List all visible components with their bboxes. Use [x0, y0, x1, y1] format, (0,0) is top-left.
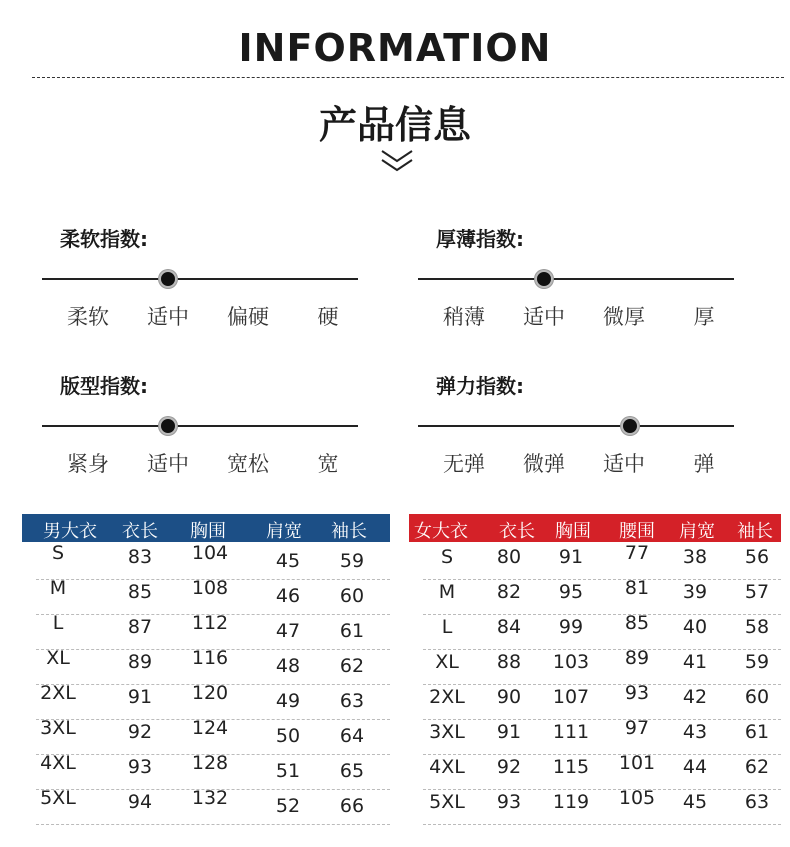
table-cell: 124 [191, 717, 229, 739]
table-cell: 89 [624, 647, 650, 669]
elasticity-gauge [418, 370, 738, 490]
table-row [36, 649, 390, 685]
gauge-option: 紧身 [67, 452, 109, 476]
table-cell: 5XL [429, 791, 465, 813]
gauge-option: 厚 [693, 305, 715, 329]
table-row [423, 789, 781, 825]
table-cell: 91 [496, 721, 522, 743]
table-header [22, 514, 390, 542]
table-cell: 66 [339, 795, 365, 817]
table-row [423, 719, 781, 755]
gauge-option: 柔软 [67, 305, 109, 329]
table-cell: 116 [191, 647, 229, 669]
table-row [36, 789, 390, 825]
gauge-marker [535, 270, 553, 288]
softness-gauge [42, 223, 362, 343]
table-cell: 60 [339, 585, 365, 607]
gauge-label: 弹力指数: [436, 374, 524, 398]
table-cell: 87 [127, 616, 153, 638]
table-cell: L [441, 616, 453, 638]
table-row [423, 684, 781, 720]
table-cell: 91 [558, 546, 584, 568]
table-cell: 90 [496, 686, 522, 708]
table-row [423, 649, 781, 685]
table-cell: 112 [191, 612, 229, 634]
title-product-info: 产品信息 [318, 103, 471, 147]
table-cell: 82 [496, 581, 522, 603]
gauge-option: 适中 [523, 305, 565, 329]
table-cell: 51 [275, 760, 301, 782]
table-cell: 105 [618, 787, 656, 809]
column-header: 袖长 [331, 521, 367, 542]
table-cell: 2XL [40, 682, 76, 704]
double-chevron-down-icon [380, 148, 414, 174]
table-cell: 62 [744, 756, 770, 778]
column-header: 腰围 [619, 521, 655, 542]
table-cell: 101 [618, 752, 656, 774]
table-cell: 84 [496, 616, 522, 638]
men-size-table [22, 514, 390, 824]
gauge-marker [159, 417, 177, 435]
table-cell: 42 [682, 686, 708, 708]
table-row [36, 684, 390, 720]
gauge-track [418, 425, 734, 427]
table-cell: 81 [624, 577, 650, 599]
table-cell: 58 [744, 616, 770, 638]
gauge-label: 柔软指数: [60, 227, 148, 251]
gauge-option: 微弹 [523, 452, 565, 476]
table-cell: 41 [682, 651, 708, 673]
table-cell: 40 [682, 616, 708, 638]
table-cell: 97 [624, 717, 650, 739]
table-cell: 43 [682, 721, 708, 743]
table-cell: M [438, 581, 456, 603]
table-cell: 63 [339, 690, 365, 712]
table-cell: 52 [275, 795, 301, 817]
gauge-marker [159, 270, 177, 288]
table-header [409, 514, 781, 542]
thickness-gauge [418, 223, 738, 343]
column-header: 袖长 [737, 521, 773, 542]
table-cell: 59 [744, 651, 770, 673]
table-cell: XL [435, 651, 459, 673]
column-header: 肩宽 [679, 521, 715, 542]
table-cell: 92 [127, 721, 153, 743]
table-cell: 49 [275, 690, 301, 712]
table-row [36, 754, 390, 790]
gauge-option: 无弹 [443, 452, 485, 476]
table-cell: 61 [339, 620, 365, 642]
table-cell: 88 [496, 651, 522, 673]
table-row [36, 719, 390, 755]
table-row [36, 544, 390, 580]
table-cell: 5XL [40, 787, 76, 809]
table-cell: 85 [127, 581, 153, 603]
table-cell: 80 [496, 546, 522, 568]
table-cell: 39 [682, 581, 708, 603]
gauge-option: 偏硬 [227, 305, 269, 329]
column-header: 衣长 [499, 521, 535, 542]
table-cell: 3XL [429, 721, 465, 743]
table-row [36, 614, 390, 650]
table-cell: 89 [127, 651, 153, 673]
table-cell: 4XL [40, 752, 76, 774]
table-cell: 93 [127, 756, 153, 778]
table-cell: 115 [552, 756, 590, 778]
table-cell: 65 [339, 760, 365, 782]
table-cell: 62 [339, 655, 365, 677]
table-cell: 128 [191, 752, 229, 774]
table-cell: 93 [496, 791, 522, 813]
women-size-table [409, 514, 781, 824]
table-cell: 4XL [429, 756, 465, 778]
gauge-option: 宽 [317, 452, 339, 476]
gauge-marker [621, 417, 639, 435]
table-cell: 56 [744, 546, 770, 568]
table-cell: 83 [127, 546, 153, 568]
gauge-track [418, 278, 734, 280]
table-row [423, 754, 781, 790]
table-row [36, 579, 390, 615]
table-cell: 99 [558, 616, 584, 638]
table-cell: 2XL [429, 686, 465, 708]
table-cell: 107 [552, 686, 590, 708]
table-cell: 91 [127, 686, 153, 708]
table-cell: 63 [744, 791, 770, 813]
fit-gauge [42, 370, 362, 490]
dashed-divider [32, 77, 784, 78]
table-cell: 48 [275, 655, 301, 677]
gauge-track [42, 278, 358, 280]
table-cell: 77 [624, 542, 650, 564]
table-cell: 46 [275, 585, 301, 607]
table-cell: 111 [552, 721, 590, 743]
column-header: 胸围 [555, 521, 591, 542]
table-cell: 61 [744, 721, 770, 743]
gauge-option: 适中 [147, 452, 189, 476]
table-row [423, 614, 781, 650]
column-header: 肩宽 [266, 521, 302, 542]
table-cell: 93 [624, 682, 650, 704]
gauge-option: 宽松 [227, 452, 269, 476]
gauge-option: 适中 [147, 305, 189, 329]
gauge-track [42, 425, 358, 427]
table-cell: 47 [275, 620, 301, 642]
table-cell: 59 [339, 550, 365, 572]
gauge-option: 弹 [693, 452, 715, 476]
column-header: 胸围 [190, 521, 226, 542]
table-cell: 120 [191, 682, 229, 704]
table-cell: 95 [558, 581, 584, 603]
table-cell: 60 [744, 686, 770, 708]
table-cell: M [49, 577, 67, 599]
table-cell: S [440, 546, 454, 568]
column-header: 女大衣 [414, 521, 468, 542]
table-cell: 103 [552, 651, 590, 673]
gauge-option: 微厚 [603, 305, 645, 329]
table-cell: 45 [682, 791, 708, 813]
table-cell: 92 [496, 756, 522, 778]
table-cell: 85 [624, 612, 650, 634]
table-cell: 94 [127, 791, 153, 813]
table-cell: S [51, 542, 65, 564]
gauge-label: 版型指数: [60, 374, 148, 398]
table-cell: 64 [339, 725, 365, 747]
table-cell: XL [46, 647, 70, 669]
table-cell: 119 [552, 791, 590, 813]
gauge-option: 适中 [603, 452, 645, 476]
table-cell: 104 [191, 542, 229, 564]
table-cell: 50 [275, 725, 301, 747]
table-cell: 44 [682, 756, 708, 778]
title-information: INFORMATION [238, 26, 552, 70]
table-cell: 38 [682, 546, 708, 568]
column-header: 衣长 [122, 521, 158, 542]
table-cell: 45 [275, 550, 301, 572]
table-cell: L [52, 612, 64, 634]
table-cell: 132 [191, 787, 229, 809]
table-cell: 3XL [40, 717, 76, 739]
gauge-option: 稍薄 [443, 305, 485, 329]
table-cell: 57 [744, 581, 770, 603]
gauge-option: 硬 [317, 305, 339, 329]
column-header: 男大衣 [43, 521, 97, 542]
table-cell: 108 [191, 577, 229, 599]
table-row [423, 544, 781, 580]
table-row [423, 579, 781, 615]
gauge-label: 厚薄指数: [436, 227, 524, 251]
